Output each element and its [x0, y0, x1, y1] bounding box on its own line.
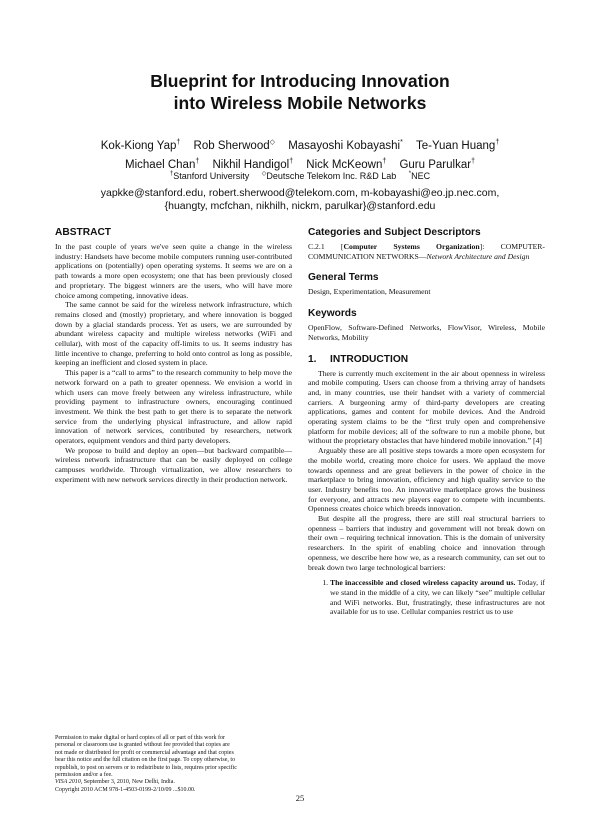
general-terms-heading: General Terms: [308, 272, 379, 284]
author: Masayoshi Kobayashi*: [288, 139, 403, 152]
author: Nick McKeown†: [306, 157, 387, 171]
permission-line: Permission to make digital or hard copies of all or part of this work for: [55, 735, 225, 741]
venue-line: VISA 2010, September 3, 2010, New Delhi, India.: [55, 779, 175, 786]
intro-paragraph: But despite all the progress, there are still real structural barriers to openness – barriers that industry and government will not break down on their own – requiring technical innovation. This is the domain of university researchers. In the spirit of enabling choice and innovation through openness, we describe here how we, as a research community, can set out to break down two large technological barriers:: [308, 514, 545, 572]
abstract-paragraph: In the past couple of years we've seen quite a change in the wireless industry: Handsets have become mobile computers running user-contributed applications on (potentially) open operating systems. It seems we are on a path towards a more open ecosystem; one that has been previously closed and proprietary. The biggest winners are the users, who will have more choice among competing, innovative ideas.: [55, 242, 292, 300]
general-terms-text: Design, Experimentation, Measurement: [308, 287, 431, 297]
right-column: [308, 226, 545, 617]
copyright-footnote: [55, 735, 292, 794]
permission-line: republish, to post on servers or to redistribute to lists, requires prior specific: [55, 764, 237, 771]
author-line-1: [0, 135, 600, 154]
affiliation: ◇Deutsche Telekom Inc. R&D Lab: [261, 171, 397, 181]
keywords-text: OpenFlow, Software-Defined Networks, FlowVisor, Wireless, Mobile Networks, Mobility: [308, 323, 545, 342]
barrier-list: [308, 578, 545, 617]
permission-line: not made or distributed for profit or commercial advantage and that copies: [55, 749, 234, 756]
email-line-2: {huangty, mcfchan, nikhilh, nickm, parulkar}@stanford.edu: [164, 200, 436, 212]
abstract-heading: ABSTRACT: [55, 227, 112, 238]
permission-line: bear this notice and the full citation on the first page. To copy otherwise, to: [55, 757, 236, 764]
left-column: [55, 226, 292, 485]
author-list: [0, 135, 600, 173]
title-line-1: Blueprint for Introducing Innovation: [150, 71, 450, 91]
affiliation: †Stanford University: [169, 171, 250, 181]
page-number: 25: [295, 793, 305, 803]
paper-title: [0, 70, 600, 114]
author: Rob Sherwood◇: [193, 139, 275, 152]
email-line-1: yapkke@stanford.edu, robert.sherwood@telekom.com, m-kobayashi@eo.jp.nec.com,: [100, 187, 500, 199]
intro-paragraph: Arguably these are all positive steps towards a more open ecosystem for the mobile world, creating more choice for users. We applaud the move towards openness and are great believers in the power of choice in the marketplace to bring innovation, efficiency and high quality service to the user. Industry benefits too. An innovative marketplace grows the business for everyone, and attracts new players eager to compete with incumbents. Openness creates choice which breeds innovation.: [308, 446, 545, 514]
author: Michael Chan†: [125, 157, 200, 171]
author: Te-Yuan Huang†: [416, 139, 500, 152]
abstract-paragraph: The same cannot be said for the wireless network infrastructure, which remains closed and (mostly) proprietary, and where innovation is bogged down by a glacial standards process. Yet as users, we are surrounded by abundant wireless capacity and multiple wireless networks (WiFi and cellular), with most of the capacity off-limits to us. It seems industry has little incentive to change, preferring to hold onto control as long as possible, keeping an inefficient and closed system in place.: [55, 300, 292, 368]
categories-heading: Categories and Subject Descriptors: [308, 227, 481, 238]
affiliation: *NEC: [408, 171, 431, 181]
abstract-paragraph: We propose to build and deploy an open—but backward compatible—wireless network infrastructure that can be easily deployed on college campuses worldwide. Through virtualization, we allow researchers to experiment with new network services directly in their production network.: [55, 445, 292, 484]
keywords-heading: Keywords: [308, 308, 357, 320]
list-item: 1. The inaccessible and closed wireless capacity around us. Today, if we stand in the middle of a city, we can likely “see” multiple cellular and WiFi networks. But, frustratingly, these infrastructures are not available for us to use. Cellular companies restrict us to use: [330, 578, 545, 617]
author: Kok-Kiong Yap†: [100, 139, 181, 152]
abstract-paragraph: This paper is a “call to arms” to the research community to help move the network forward on a path to greater openness. We envision a world in which users can move freely between any wireless infrastructure, while providing payment to infrastructure owners, encouraging continued investment. We think the best path to get there is to separate the network service from the underlying physical infrastructure, and allow rapid innovation of network services, contributed by researchers, network operators, equipment vendors and third party developers.: [55, 368, 292, 446]
title-line-2: into Wireless Mobile Networks: [173, 93, 427, 113]
author: Guru Parulkar†: [399, 157, 475, 171]
intro-paragraph: There is currently much excitement in the air about openness in wireless and mobile computing. Users can choose from a thriving array of handsets and, in many countries, use their handset with a variety of commercial carriers. A burgeoning army of third-party developers are creating applications, games and content for mobile devices. And the Android operating system claims to be the “first truly open and comprehensive platform for mobile devices; all of the software to run a mobile phone, but without the proprietary obstacles that have hindered mobile innovation.” [4]: [308, 368, 545, 446]
permission-line: personal or classroom use is granted without fee provided that copies are: [55, 742, 230, 749]
introduction-heading: 1. INTRODUCTION: [308, 353, 409, 365]
author: Nikhil Handigol†: [212, 157, 294, 171]
email-list: [0, 187, 600, 213]
categories-text: C.2.1 [Computer Systems Organization]: COMPUTER-COMMUNICATION NETWORKS—Network Architecture and Design: [308, 242, 545, 261]
copyright-line: Copyright 2010 ACM 978-1-4503-0199-2/10/09 ...$10.00.: [55, 786, 196, 793]
permission-line: permission and/or a fee.: [55, 772, 113, 779]
affiliations: [0, 170, 600, 181]
